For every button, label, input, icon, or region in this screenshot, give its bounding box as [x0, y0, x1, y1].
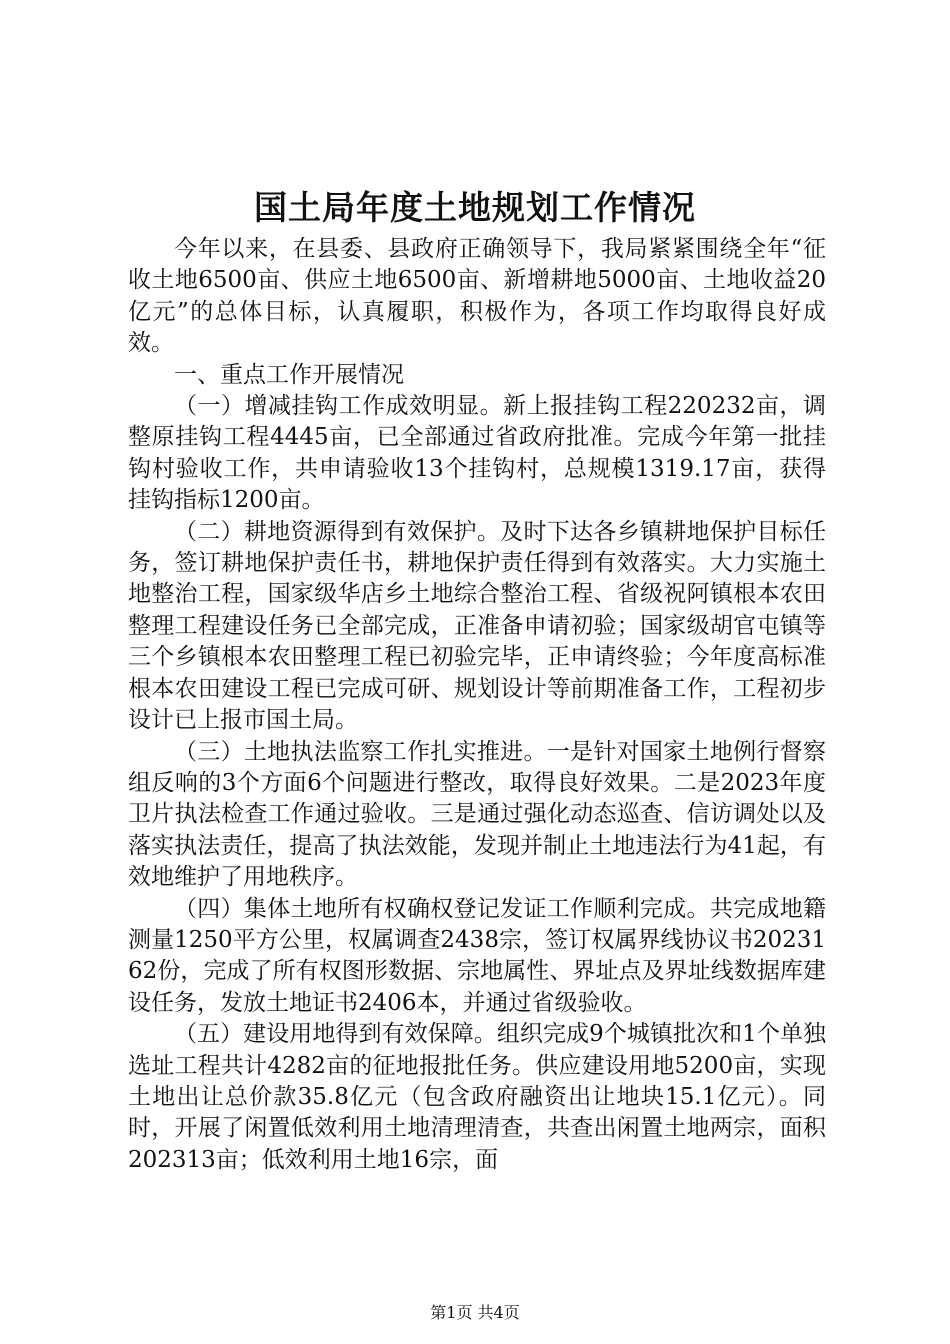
page-number-footer: 第1页 共4页 — [430, 1303, 520, 1322]
section-heading-key-work: 一、重点工作开展情况 — [174, 361, 404, 388]
paragraph-item-3: （三）土地执法监察工作扎实推进。一是针对国家土地例行督察组反响的3个方面6个问题进行整改，取得良好效果。二是2023年度卫片执法检查工作通过验收。三是通过强化动态巡查、信访调处以及落实执法责任，提高了执法效能，发现并制止土地违法行为41起，有效地维护了用地秩序。 — [128, 738, 826, 891]
document-body — [128, 234, 826, 1176]
document-title: 国土局年度土地规划工作情况 — [254, 188, 696, 227]
paragraph-item-4: （四）集体土地所有权确权登记发证工作顺利完成。共完成地籍测量1250平方公里，权属调查2438宗，签订权属界线协议书2023162份，完成了所有权图形数据、宗地属性、界址点及界址线数据库建设任务，发放土地证书2406本，并通过省级验收。 — [128, 895, 826, 1016]
paragraph-item-1: （一）增减挂钩工作成效明显。新上报挂钩工程220232亩，调整原挂钩工程4445亩，已全部通过省政府批准。完成今年第一批挂钩村验收工作，共申请验收13个挂钩村，总规模1319.17亩，获得挂钩指标1200亩。 — [128, 393, 826, 514]
paragraph-intro: 今年以来，在县委、县政府正确领导下，我局紧紧围绕全年“征收土地6500亩、供应土地6500亩、新增耕地5000亩、土地收益20亿元”的总体目标，认真履职，积极作为，各项工作均取得良好成效。 — [128, 236, 826, 357]
paragraph-item-2: （二）耕地资源得到有效保护。及时下达各乡镇耕地保护目标任务，签订耕地保护责任书，耕地保护责任得到有效落实。大力实施土地整治工程，国家级华店乡土地综合整治工程、省级祝阿镇根本农田整理工程建设任务已全部完成，正准备申请初验；国家级胡官屯镇等三个乡镇根本农田整理工程已初验完毕，正申请终验；今年度高标准根本农田建设工程已完成可研、规划设计等前期准备工作，工程初步设计已上报市国土局。 — [128, 518, 826, 734]
paragraph-item-5: （五）建设用地得到有效保障。组织完成9个城镇批次和1个单独选址工程共计4282亩的征地报批任务。供应建设用地5200亩，实现土地出让总价款35.8亿元（包含政府融资出让地块15.1亿元）。同时，开展了闲置低效利用土地清理清查，共查出闲置土地两宗，面积202313亩；低效利用土地16宗，面 — [128, 1021, 826, 1173]
